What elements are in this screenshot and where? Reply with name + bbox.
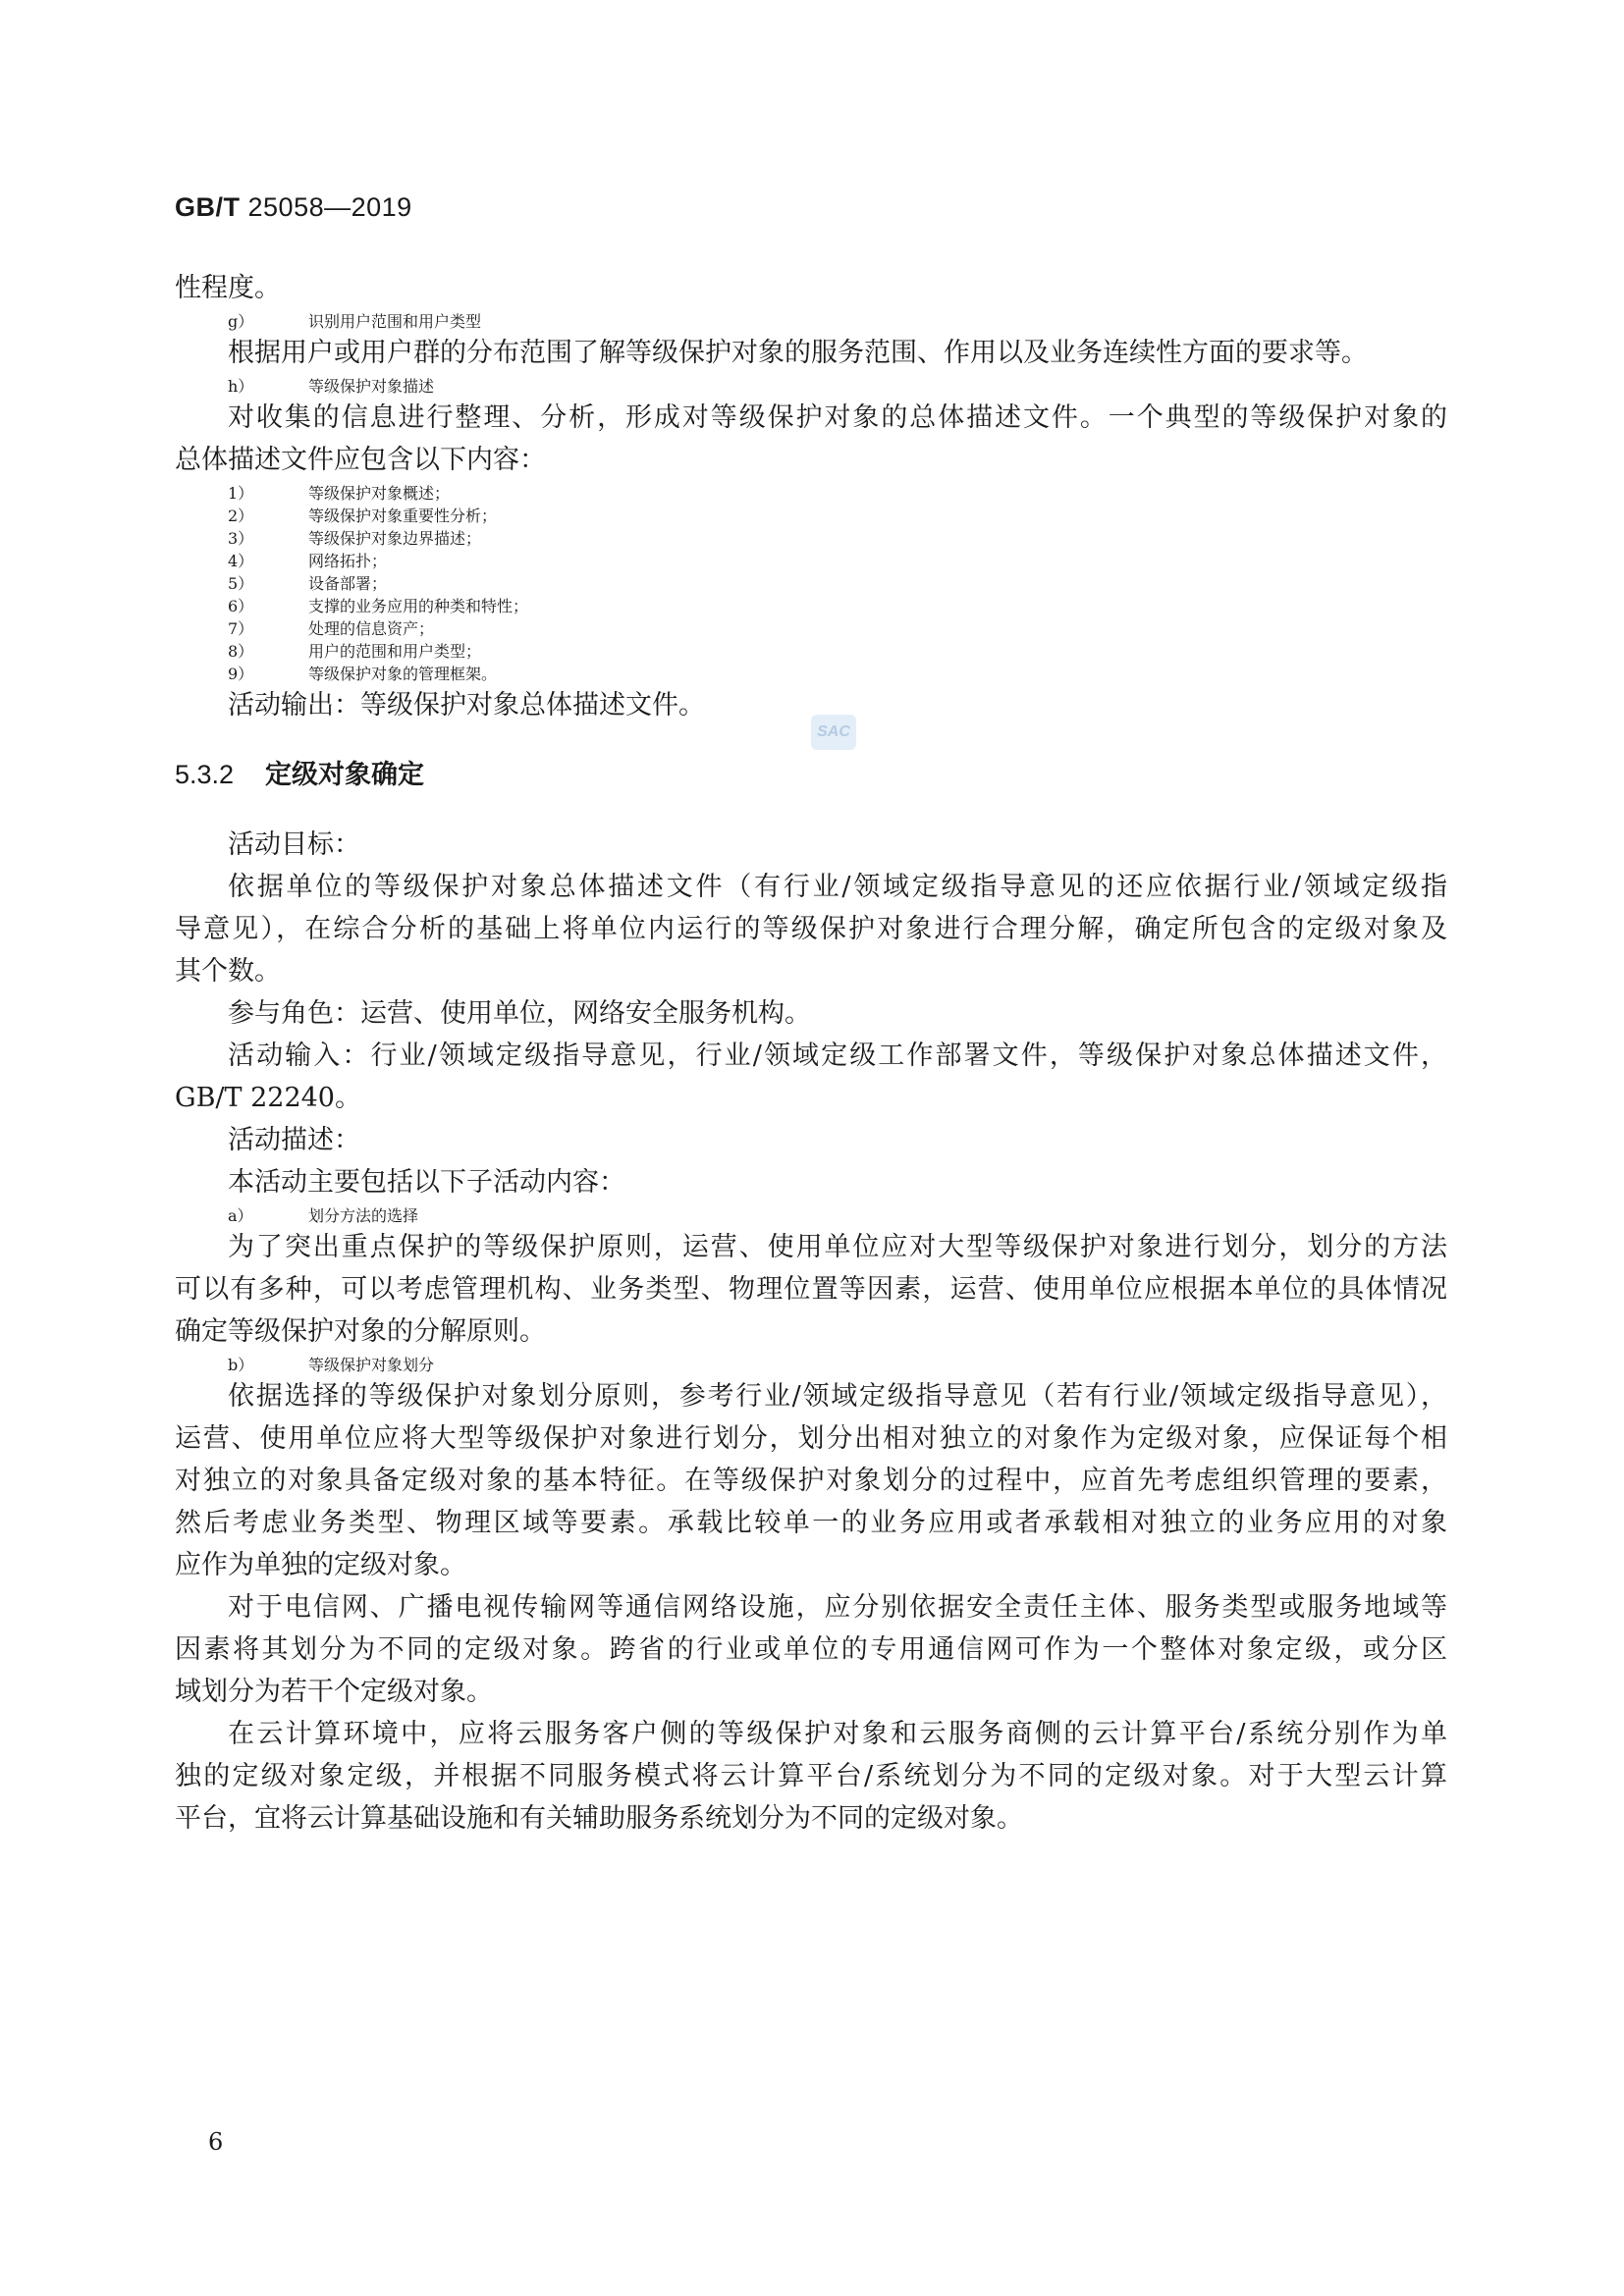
item-b-text-line: 应作为单独的定级对象。 bbox=[175, 1550, 466, 1580]
list-item-label: 3） bbox=[228, 529, 254, 548]
page-number: 6 bbox=[208, 2128, 224, 2156]
activity-input-line: 活动输入：行业/领域定级指导意见，行业/领域定级工作部署文件，等级保护对象总体描述文件， bbox=[228, 1041, 1447, 1071]
item-a-label: a） bbox=[228, 1206, 253, 1225]
activity-goal-line: 其个数。 bbox=[175, 956, 281, 987]
participant-roles: 参与角色：运营、使用单位，网络安全服务机构。 bbox=[228, 998, 811, 1029]
item-h-text-line: 总体描述文件应包含以下内容： bbox=[175, 445, 546, 475]
item-b bbox=[175, 1353, 1447, 1375]
item-b-text-line: 运营、使用单位应将大型等级保护对象进行划分，划分出相对独立的对象作为定级对象，应保证每个相 bbox=[175, 1423, 1447, 1454]
list-item-text: 支撑的业务应用的种类和特性； bbox=[308, 597, 529, 615]
list-item-label: 4） bbox=[228, 552, 254, 570]
activity-goal-label: 活动目标： bbox=[228, 829, 360, 860]
item-b-text-line: 依据选择的等级保护对象划分原则，参考行业/领域定级指导意见（若有行业/领域定级指导意见）， bbox=[228, 1381, 1447, 1412]
list-item bbox=[175, 481, 1447, 504]
list-item-label: 9） bbox=[228, 665, 254, 683]
list-item-label: 1） bbox=[228, 484, 254, 503]
list-item bbox=[175, 639, 1447, 662]
item-g-text: 根据用户或用户群的分布范围了解等级保护对象的服务范围、作用以及业务连续性方面的要求等。 bbox=[228, 338, 1368, 368]
list-item bbox=[175, 571, 1447, 594]
section-number: 5.3.2 bbox=[175, 760, 235, 789]
item-h-title: 等级保护对象描述 bbox=[308, 377, 435, 396]
list-item-text: 网络拓扑； bbox=[308, 552, 388, 570]
list-item bbox=[175, 526, 1447, 549]
list-item bbox=[175, 594, 1447, 616]
list-item-label: 6） bbox=[228, 597, 254, 615]
item-g bbox=[175, 309, 1447, 332]
activity-output: 活动输出：等级保护对象总体描述文件。 bbox=[228, 690, 705, 721]
item-h bbox=[175, 374, 1447, 397]
activity-desc-label: 活动描述： bbox=[228, 1125, 360, 1155]
item-h-text-line: 对收集的信息进行整理、分析，形成对等级保护对象的总体描述文件。一个典型的等级保护对象的 bbox=[228, 402, 1447, 433]
sac-watermark-logo: SAC bbox=[811, 715, 856, 750]
cloud-paragraph-line: 独的定级对象定级，并根据不同服务模式将云计算平台/系统划分为不同的定级对象。对于大型云计算 bbox=[175, 1761, 1447, 1791]
telecom-paragraph-line: 域划分为若干个定级对象。 bbox=[175, 1677, 493, 1707]
item-b-text-line: 然后考虑业务类型、物理区域等要素。承载比较单一的业务应用或者承载相对独立的业务应用的对象 bbox=[175, 1508, 1447, 1538]
list-item-text: 设备部署； bbox=[308, 574, 388, 593]
item-h-label: h） bbox=[228, 377, 254, 396]
item-a-title: 划分方法的选择 bbox=[308, 1206, 419, 1225]
list-item-text: 处理的信息资产； bbox=[308, 619, 435, 638]
item-a-text-line: 为了突出重点保护的等级保护原则，运营、使用单位应对大型等级保护对象进行划分，划分的方法 bbox=[228, 1232, 1447, 1262]
section-heading bbox=[175, 754, 1447, 796]
activity-desc-intro: 本活动主要包括以下子活动内容： bbox=[228, 1167, 625, 1198]
list-item-text: 用户的范围和用户类型； bbox=[308, 642, 482, 661]
list-item-label: 2） bbox=[228, 507, 254, 525]
paragraph-continuation: 性程度。 bbox=[175, 273, 281, 303]
item-b-text-line: 对独立的对象具备定级对象的基本特征。在等级保护对象划分的过程中，应首先考虑组织管理的要素， bbox=[175, 1466, 1447, 1496]
list-item bbox=[175, 616, 1447, 639]
item-a-text-line: 确定等级保护对象的分解原则。 bbox=[175, 1316, 546, 1347]
document-body bbox=[175, 267, 1447, 1840]
item-b-label: b） bbox=[228, 1356, 254, 1374]
list-item-text: 等级保护对象边界描述； bbox=[308, 529, 482, 548]
list-item bbox=[175, 549, 1447, 571]
standard-code: GB/T bbox=[175, 192, 241, 222]
standard-header bbox=[175, 192, 412, 223]
telecom-paragraph-line: 对于电信网、广播电视传输网等通信网络设施，应分别依据安全责任主体、服务类型或服务地域等 bbox=[228, 1592, 1447, 1623]
list-item bbox=[175, 662, 1447, 684]
cloud-paragraph-line: 平台，宜将云计算基础设施和有关辅助服务系统划分为不同的定级对象。 bbox=[175, 1803, 1023, 1834]
list-item-text: 等级保护对象重要性分析； bbox=[308, 507, 498, 525]
activity-goal-line: 依据单位的等级保护对象总体描述文件（有行业/领域定级指导意见的还应依据行业/领域定级指 bbox=[228, 872, 1447, 902]
list-item-label: 7） bbox=[228, 619, 254, 638]
activity-goal-line: 导意见），在综合分析的基础上将单位内运行的等级保护对象进行合理分解，确定所包含的定级对象及 bbox=[175, 914, 1447, 944]
activity-input-line: GB/T 22240。 bbox=[175, 1083, 361, 1113]
item-g-label: g） bbox=[228, 312, 254, 331]
telecom-paragraph-line: 因素将其划分为不同的定级对象。跨省的行业或单位的专用通信网可作为一个整体对象定级，或分区 bbox=[175, 1634, 1447, 1665]
list-item-text: 等级保护对象的管理框架。 bbox=[308, 665, 498, 683]
item-a bbox=[175, 1203, 1447, 1226]
list-item-label: 5） bbox=[228, 574, 254, 593]
list-item bbox=[175, 504, 1447, 526]
item-a-text-line: 可以有多种，可以考虑管理机构、业务类型、物理位置等因素，运营、使用单位应根据本单位的具体情况 bbox=[175, 1274, 1447, 1305]
item-b-title: 等级保护对象划分 bbox=[308, 1356, 435, 1374]
section-title: 定级对象确定 bbox=[265, 760, 424, 789]
cloud-paragraph-line: 在云计算环境中，应将云服务客户侧的等级保护对象和云服务商侧的云计算平台/系统分别作为单 bbox=[228, 1719, 1447, 1749]
item-g-title: 识别用户范围和用户类型 bbox=[308, 312, 482, 331]
list-item-text: 等级保护对象概述； bbox=[308, 484, 451, 503]
list-item-label: 8） bbox=[228, 642, 254, 661]
standard-number: 25058—2019 bbox=[247, 192, 412, 222]
